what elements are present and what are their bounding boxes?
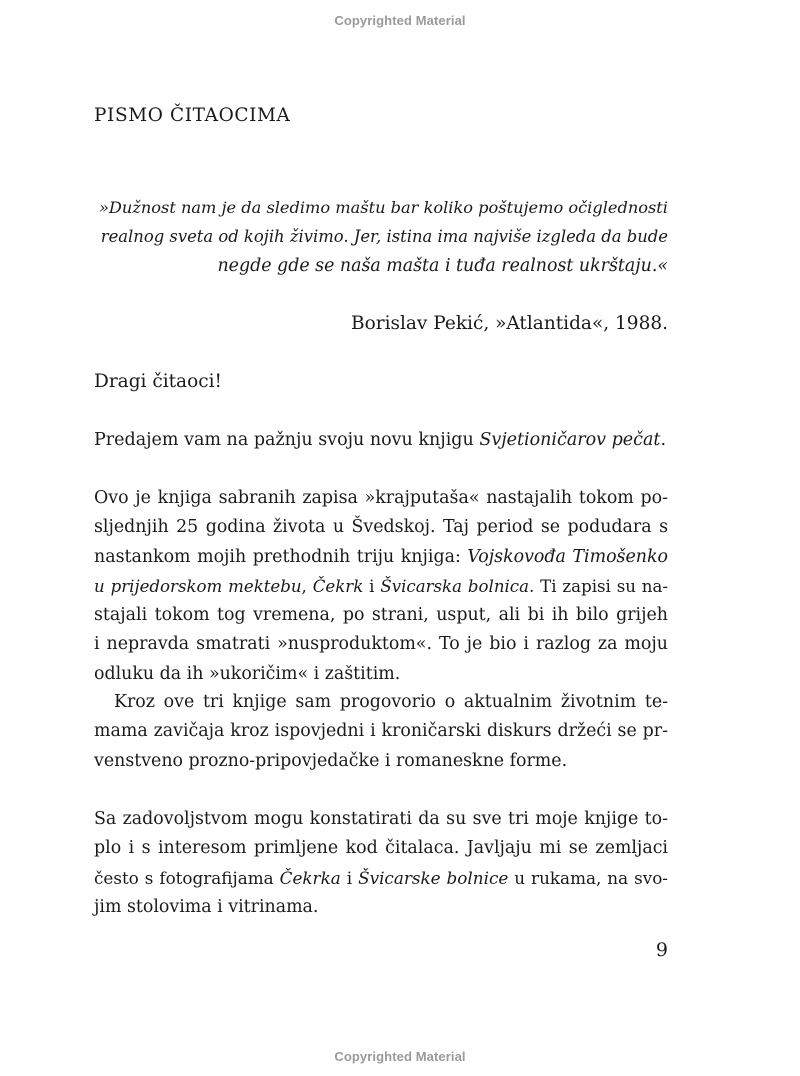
paragraph-line: i nepravda smatrati »nusproduktom«. To je bio i razlog za moju <box>94 634 668 655</box>
book-title: Čekrk <box>312 576 364 596</box>
paragraph-line <box>94 572 668 601</box>
paragraph-line: jim stolovima i vitrinama. <box>94 896 319 917</box>
book-title: Čekrka <box>279 867 341 888</box>
paragraph-line: sljednjih 25 godina života u Švedskoj. Taj period se podudara s <box>94 517 668 538</box>
paragraph-line: stajali tokom tog vremena, po strani, usput, ali bi ih bilo grijeh <box>94 605 668 626</box>
copyright-watermark-top: Copyrighted Material <box>334 13 466 28</box>
paragraph-text: u rukama, na svo- <box>508 867 668 888</box>
book-title: Švicarske bolnice <box>358 867 509 888</box>
epigraph-line: negde gde se naša mašta i tuđa realnost ukrštaju.« <box>217 255 668 276</box>
paragraph-line: Kroz ove tri knjige sam progovorio o aktualnim životnim te- <box>114 692 668 712</box>
paragraph-line: mama zavičaja kroz ispovjedni i kroničarski diskurs držeći se pr- <box>94 721 668 742</box>
book-title: u prijedorskom mektebu <box>94 576 302 596</box>
book-title: Vojskovođa Timošenko <box>467 546 668 567</box>
paragraph-reception <box>94 805 668 922</box>
paragraph-text: . Ti zapisi su na- <box>529 576 668 596</box>
separator: , <box>301 576 313 596</box>
paragraph-text: nastankom mojih prethodnih triju knjiga: <box>94 546 468 567</box>
paragraph-line <box>94 543 668 572</box>
paragraph-line: plo i s interesom primljene kod čitalaca. Javljaju mi se zemljaci <box>94 838 668 859</box>
paragraph-text: . <box>660 430 667 450</box>
epigraph-attribution: Borislav Pekić, »Atlantida«, 1988. <box>351 313 668 334</box>
book-title: Švicarska bolnica <box>380 576 529 596</box>
conjunction: i <box>363 576 381 596</box>
greeting: Dragi čitaoci! <box>94 371 222 392</box>
epigraph-line: realnog sveta od kojih živimo. Jer, istina ima najviše izgleda da bude <box>100 227 668 247</box>
paragraph-text: često s fotografijama <box>94 867 280 888</box>
paragraph-themes <box>94 688 668 776</box>
paragraph-line: Ovo je knjiga sabranih zapisa »krajputaša« nastajalih tokom po- <box>94 488 668 508</box>
paragraph-line: venstveno prozno-pripovjedačke i romaneskne forme. <box>94 750 568 771</box>
page-number: 9 <box>655 939 668 961</box>
conjunction: i <box>340 867 359 888</box>
chapter-heading: PISMO ČITAOCIMA <box>94 105 291 126</box>
paragraph-line: Sa zadovoljstvom mogu konstatirati da su sve tri moje knjige to- <box>94 809 668 829</box>
paragraph-collection <box>94 484 668 689</box>
copyright-watermark-bottom: Copyrighted Material <box>334 1049 466 1064</box>
paragraph-text: Predajem vam na pažnju svoju novu knjigu <box>94 430 480 450</box>
paragraph-intro <box>94 426 666 455</box>
book-title: Svjetioničarov pečat <box>479 430 661 450</box>
epigraph-quote <box>94 193 668 281</box>
paragraph-line <box>94 864 668 893</box>
epigraph-line: »Dužnost nam je da sledimo maštu bar koliko poštujemo očiglednosti <box>99 198 668 217</box>
paragraph-line: odluku da ih »ukoričim« i zaštitim. <box>94 663 401 684</box>
